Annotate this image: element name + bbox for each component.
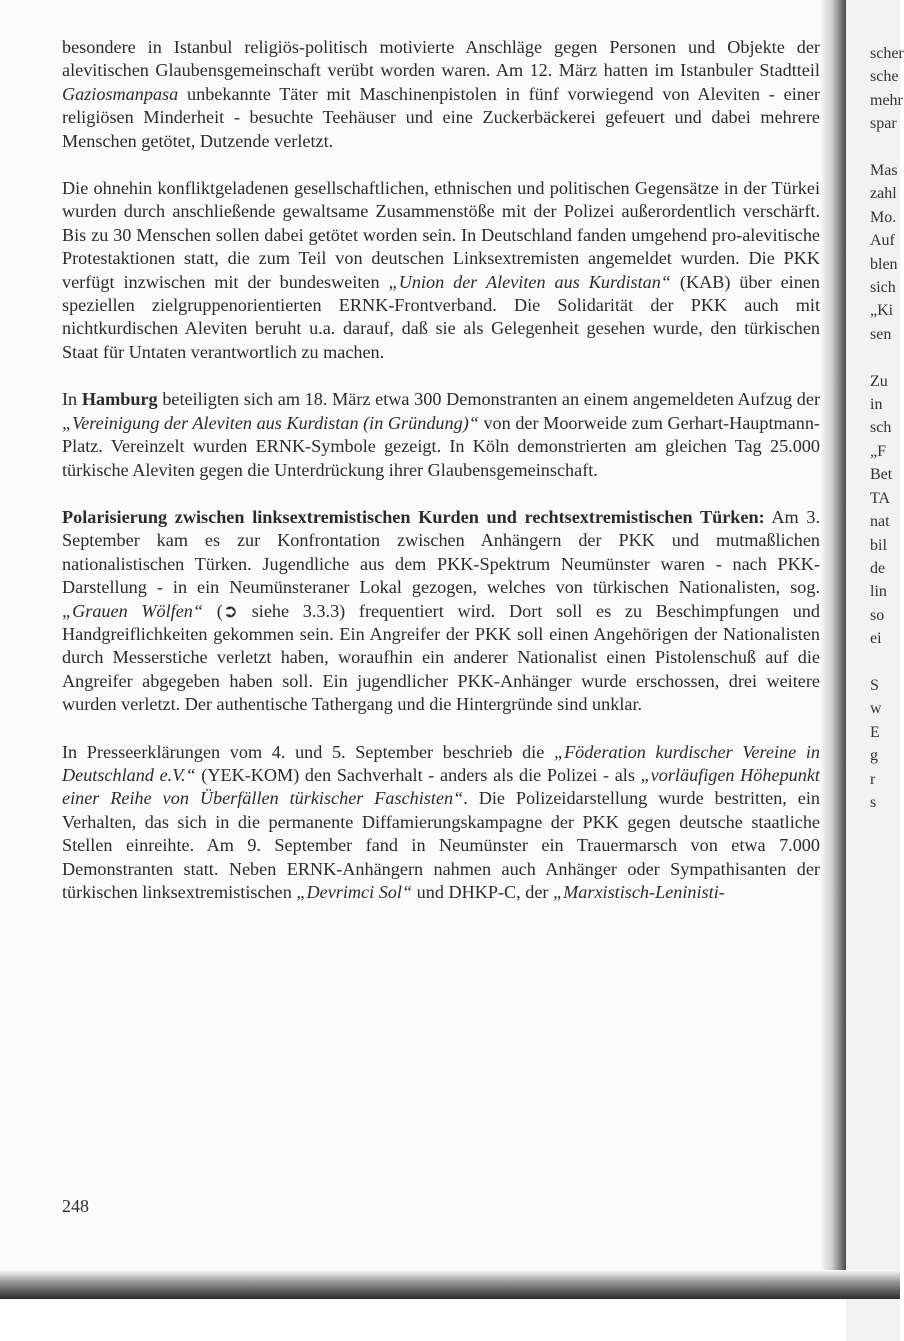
italic-run: „vorläufigen Höhepunkt einer Reihe von Überfällen türkischer Faschisten“	[62, 764, 820, 809]
bold-run: Hamburg	[81, 389, 158, 410]
text-run: besondere in Istanbul religiös-politisch motivierte Anschläge gegen Personen und Objekte der alevitischen Glaubensgemeinschaft verübt worden waren. Am 12. März hatten im Istanbuler Stadtteil	[62, 37, 820, 81]
paragraph-1	[62, 36, 820, 153]
facing-fragment: nat	[870, 513, 890, 531]
text-run: Die ohnehin konfliktgeladenen gesellschaftlichen, ethnischen und politischen Gegensätze in der Türkei wurden durch anschließende gewaltsame Zusammenstöße mit der Polizei außerordentlich verschärft. Bis zu 30 Menschen sollen dabei getötet worden sein. In Deutschland fanden umgehend pro-alevitische Protestaktionen statt, die zum Teil von deutschen Linksextremisten angemeldet wurden. Die PKK verfügt inzwischen mit der bundesweiten	[62, 178, 820, 292]
facing-fragment: so	[870, 606, 885, 624]
paragraph-4	[62, 506, 820, 717]
italic-run: „Union der Aleviten aus Kurdistan“	[388, 271, 671, 292]
facing-page-edge	[846, 0, 904, 1341]
facing-fragment: sch	[870, 419, 892, 437]
italic-run: „Marxistisch-Leninisti-	[553, 882, 725, 902]
facing-fragment: w	[870, 700, 882, 718]
facing-fragment: mehr	[870, 91, 903, 109]
facing-fragment: S	[870, 676, 879, 694]
paragraph-2	[62, 177, 820, 364]
scan-bottom-edge	[0, 1270, 900, 1299]
main-text-column	[62, 36, 820, 926]
text-run: In Presseerklärungen vom 4. und 5. September beschrieb die	[62, 741, 554, 762]
facing-fragment: spar	[870, 115, 897, 133]
facing-gap	[846, 346, 900, 369]
facing-fragment: Mo.	[870, 208, 897, 226]
text-run: Am 3. September kam es zur Konfrontation zwischen Anhängern der PKK und mutmaßlichen nationalistischen Türken. Jugendliche aus dem PKK-Spektrum Neumünster waren - nach PKK-Darstellung - in ein Neumünsteraner Lokal gezogen, welches von türkischen Nationalisten, sog.	[62, 506, 820, 598]
text-run: und DHKP-C, der	[412, 882, 554, 902]
facing-fragment: Auf	[870, 232, 895, 250]
facing-fragment: TA	[870, 489, 891, 507]
text-run: (➲ siehe 3.3.3) frequentiert wird. Dort soll es zu Beschimpfungen und Handgreiflichkeiten gekommen sein. Ein Angreifer der PKK soll einen Angehörigen der Nationalisten durch Messerstiche verletzt haben, woraufhin ein anderer Nationalist einen Pistolenschuß auf die Angreifer abgegeben haben soll. Ein jugendlicher PKK-Anhänger wurde erschossen, drei weitere wurden verletzt. Der authentische Tathergang und die Hintergründe sind unklar.	[62, 600, 820, 715]
italic-run: „Grauen Wölfen“	[62, 600, 204, 621]
facing-fragment: Mas	[870, 162, 898, 180]
italic-run: „Vereinigung der Aleviten aus Kurdistan (in Gründung)“	[62, 412, 479, 433]
facing-gap	[846, 136, 900, 159]
text-run: (YEK-KOM) den Sachverhalt - anders als die Polizei - als	[195, 764, 641, 785]
text-run: beteiligten sich am 18. März etwa 300 Demonstranten an einem angemeldeten Aufzug der	[157, 389, 820, 410]
italic-run: „Devrimci Sol“	[296, 882, 413, 902]
facing-fragment: zahl	[870, 185, 897, 203]
facing-fragment: ei	[870, 630, 882, 648]
paragraph-3	[62, 388, 820, 482]
facing-fragment: de	[870, 559, 886, 577]
facing-fragment: in	[870, 396, 883, 414]
facing-fragment: s	[870, 793, 877, 811]
facing-fragment: sich	[870, 279, 896, 297]
text-run: . Die Polizeidarstellung wurde bestritten, ein Verhalten, das sich in die permanente Diffamierungskampagne der PKK gegen deutsche staatliche Stellen einreihte. Am 9. September fand in Neumünster ein Trauermarsch von etwa 7.000 Demonstranten statt. Neben ERNK-Anhängern nahmen auch Anhänger oder Sympathisanten der türkischen linksextremistischen	[62, 788, 820, 902]
book-gutter-shadow	[820, 0, 846, 1299]
facing-fragment: bil	[870, 536, 887, 554]
text-run: unbekannte Täter mit Maschinenpistolen in fünf vorwiegend von Aleviten - einer religiösen Minderheit - besuchte Teehäuser und eine Zuckerbäckerei gefeuert und dabei mehrere Menschen getötet, Dutzende verletzt.	[62, 83, 820, 151]
facing-fragment: lin	[870, 583, 887, 601]
facing-fragment: sche	[870, 68, 899, 86]
bold-run: Polarisierung zwischen linksextremistischen Kurden und rechtsextremistischen Türken:	[62, 506, 765, 527]
facing-fragment: g	[870, 747, 878, 765]
italic-run: „Föderation kurdischer Vereine in Deutschland e.V.“	[62, 741, 820, 785]
text-run: In	[62, 389, 82, 410]
facing-fragment: Bet	[870, 466, 893, 484]
facing-fragment: „F	[870, 442, 886, 460]
facing-gap	[846, 651, 900, 674]
facing-fragment: r	[870, 770, 876, 788]
page-number: 248	[62, 1196, 89, 1216]
facing-fragment: E	[870, 723, 880, 741]
italic-run: Gaziosmanpasa	[62, 83, 179, 104]
facing-fragment: sen	[870, 325, 892, 343]
text-run: (KAB) über einen speziellen zielgruppenorientierten ERNK-Frontverband. Die Solidarität der PKK auch mit nichtkurdischen Aleviten beruht u.a. darauf, daß sie als Gelegenheit gesehen wurde, den türkischen Staat für Untaten verantwortlich zu machen.	[62, 271, 821, 362]
facing-fragment: „Ki	[870, 302, 894, 320]
text-run: von der Moorweide zum Gerhart-Hauptmann-Platz. Vereinzelt wurden ERNK-Symbole gezeigt. In Köln demonstrierten am gleichen Tag 25.000 türkische Aleviten gegen die Unterdrückung ihrer Glaubensgemeinschaft.	[62, 412, 820, 480]
facing-fragment: blen	[870, 255, 898, 273]
facing-fragment: scher	[870, 45, 904, 62]
paragraph-5	[62, 741, 820, 905]
facing-fragment: Zu	[870, 372, 888, 390]
